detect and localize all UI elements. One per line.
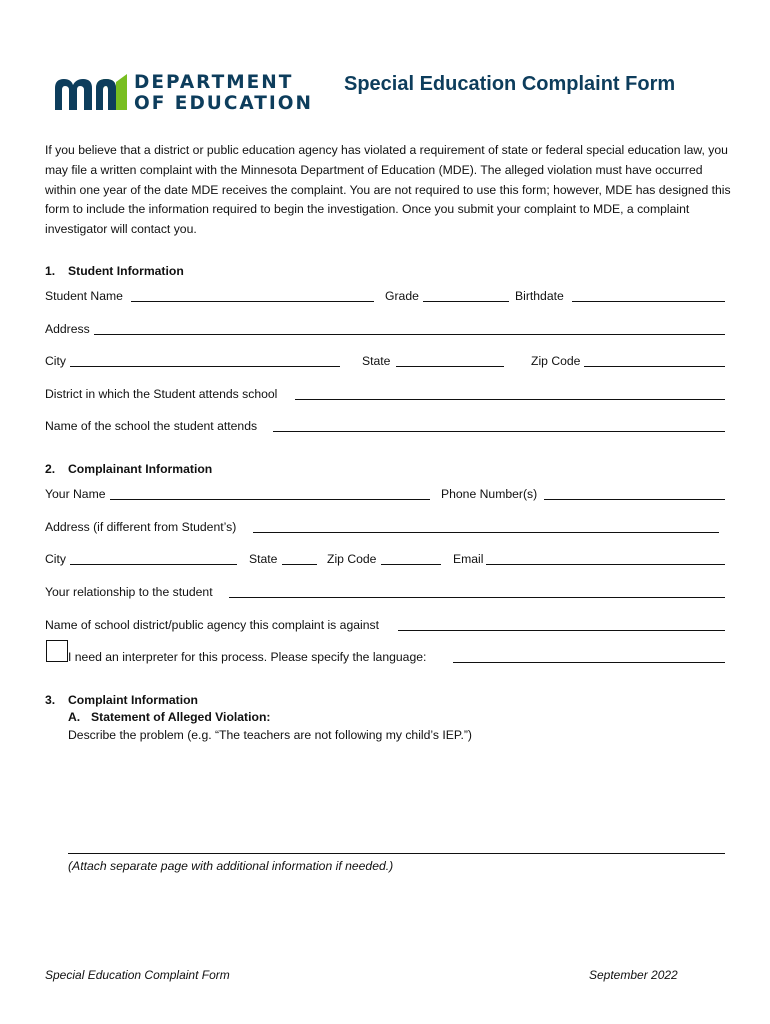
complainant-city-label: City <box>45 552 66 566</box>
complainant-address-field[interactable] <box>253 532 719 533</box>
logo-line-1: DEPARTMENT <box>134 72 294 93</box>
grade-label: Grade <box>385 289 419 303</box>
student-name-label: Student Name <box>45 289 123 303</box>
section-3a-heading <box>68 710 270 724</box>
complainant-address-label: Address (if different from Student’s) <box>45 520 237 534</box>
logo-wordmark <box>134 72 313 114</box>
relationship-label: Your relationship to the student <box>45 585 213 599</box>
email-label: Email <box>453 552 484 566</box>
grade-field[interactable] <box>423 301 509 302</box>
section-1-title: Student Information <box>68 264 184 278</box>
interpreter-checkbox[interactable] <box>46 640 68 662</box>
complainant-city-field[interactable] <box>70 564 237 565</box>
district-field[interactable] <box>295 399 725 400</box>
student-state-field[interactable] <box>396 366 504 367</box>
student-address-field[interactable] <box>94 334 725 335</box>
describe-instructions: Describe the problem (e.g. “The teachers are not following my child’s IEP.”) <box>68 728 472 742</box>
school-label: Name of the school the student attends <box>45 419 258 433</box>
birthdate-label: Birthdate <box>515 289 564 303</box>
section-3-title: Complaint Information <box>68 693 198 707</box>
section-3-heading <box>45 693 198 707</box>
district-label: District in which the Student attends school <box>45 387 278 401</box>
complainant-state-field[interactable] <box>282 564 317 565</box>
complainant-zip-label: Zip Code <box>327 552 377 566</box>
relationship-field[interactable] <box>229 597 725 598</box>
intro-paragraph: If you believe that a district or public education agency has violated a requirement of state or federal special education law, you may file a written complaint with the Minnesota Department of Education (MDE). The alleged violation must have occurred within one year of the date MDE receives the complaint. You are not required to use this form; however, MDE has designed this form to include the information required to begin the investigation. Once you submit your complaint to MDE, a complaint investigator will contact you. <box>45 143 731 237</box>
section-1-number: 1. <box>45 264 56 278</box>
footer-form-name: Special Education Complaint Form <box>45 968 230 982</box>
student-zip-field[interactable] <box>584 366 725 367</box>
student-state-label: State <box>362 354 391 368</box>
attach-note: (Attach separate page with additional information if needed.) <box>68 859 394 873</box>
problem-description-area[interactable] <box>68 748 724 848</box>
your-name-field[interactable] <box>110 499 430 500</box>
complainant-state-label: State <box>249 552 278 566</box>
section-3a-title: Statement of Alleged Violation: <box>91 710 271 724</box>
your-name-label: Your Name <box>45 487 106 501</box>
section-3-number: 3. <box>45 693 56 707</box>
section-2-number: 2. <box>45 462 56 476</box>
email-field[interactable] <box>486 564 725 565</box>
against-label: Name of school district/public agency this complaint is against <box>45 618 379 632</box>
phone-label: Phone Number(s) <box>441 487 538 501</box>
school-field[interactable] <box>273 431 725 432</box>
student-zip-label: Zip Code <box>531 354 581 368</box>
against-field[interactable] <box>398 630 725 631</box>
section-2-title: Complainant Information <box>68 462 213 476</box>
birthdate-field[interactable] <box>572 301 725 302</box>
mde-logo-mark-icon <box>52 72 130 112</box>
form-title: Special Education Complaint Form <box>344 73 676 95</box>
footer-date: September 2022 <box>589 968 678 982</box>
problem-description-line <box>68 853 725 854</box>
student-address-label: Address <box>45 322 90 336</box>
student-name-field[interactable] <box>131 301 374 302</box>
phone-field[interactable] <box>544 499 725 500</box>
section-1-heading <box>45 264 184 278</box>
section-2-heading <box>45 462 212 476</box>
interpreter-label: I need an interpreter for this process. Please specify the language: <box>68 650 427 664</box>
student-city-label: City <box>45 354 66 368</box>
logo-line-2: OF EDUCATION <box>134 93 313 114</box>
student-city-field[interactable] <box>70 366 340 367</box>
section-3a-letter: A. <box>68 710 81 724</box>
complainant-zip-field[interactable] <box>381 564 441 565</box>
interpreter-language-field[interactable] <box>453 662 725 663</box>
